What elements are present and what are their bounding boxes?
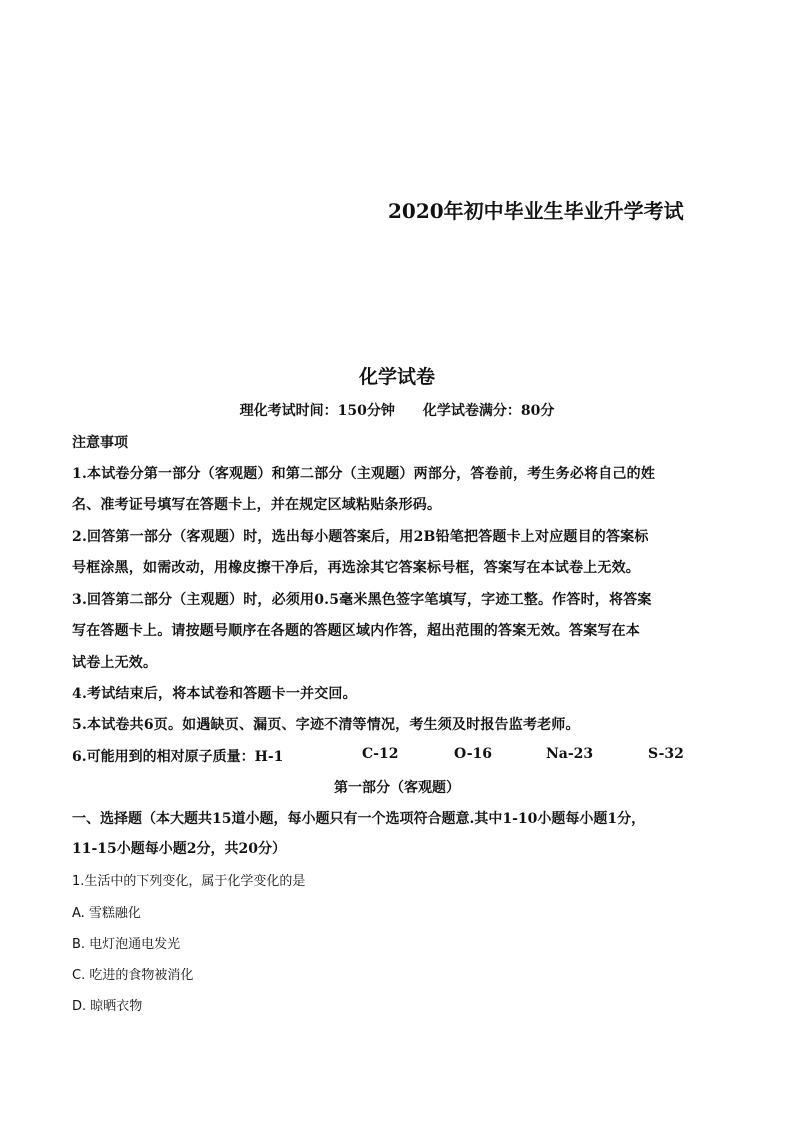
exam-score-info: 化学试卷满分：80分	[422, 403, 555, 419]
subject-title: 化学试卷	[358, 366, 435, 388]
part-one-title: 第一部分（客观题）	[334, 780, 460, 796]
exam-time-info: 理化考试时间：150分钟	[239, 403, 395, 419]
notes-line: 3.回答第二部分（主观题）时，必须用0.5毫米黑色签字笔填写，字迹工整。作答时，将答案	[72, 592, 652, 608]
atomic-mass-item: C-12	[362, 746, 399, 762]
question-stem: 1.生活中的下列变化，属于化学变化的是	[72, 874, 306, 889]
notes-line: 5.本试卷共6页。如遇缺页、漏页、字迹不清等情况，考生须及时报告监考老师。	[72, 717, 580, 733]
question-option-d: D. 晾晒衣物	[72, 999, 143, 1014]
atomic-mass-item: S-32	[648, 746, 684, 762]
section-instruction: 一、选择题（本大题共15道小题，每小题只有一个选项符合题意.其中1-10小题每小题1分，	[72, 811, 646, 827]
notes-line: 写在答题卡上。请按题号顺序在各题的答题区域内作答，超出范围的答案无效。答案写在本	[72, 623, 640, 639]
exam-info	[0, 400, 794, 420]
atomic-mass-item: O-16	[454, 746, 493, 762]
question-option-b: B. 电灯泡通电发光	[72, 937, 181, 952]
notes-line: 试卷上无效。	[72, 655, 158, 671]
notes-heading: 注意事项	[72, 435, 128, 451]
notes-line: 名、准考证号填写在答题卡上，并在规定区域粘贴条形码。	[72, 497, 442, 513]
question-option-c: C. 吃进的食物被消化	[72, 968, 194, 983]
question-option-a: A. 雪糕融化	[72, 906, 141, 921]
atomic-mass-item: Na-23	[546, 746, 594, 762]
notes-line: 号框涂黑，如需改动，用橡皮擦干净后，再选涂其它答案标号框，答案写在本试卷上无效。	[72, 560, 640, 576]
notes-line: 4.考试结束后，将本试卷和答题卡一并交回。	[72, 686, 357, 702]
exam-title: 2020年初中毕业生毕业升学考试	[388, 199, 684, 223]
notes-line: 1.本试卷分第一部分（客观题）和第二部分（主观题）两部分，答卷前，考生务必将自己的姓	[72, 466, 656, 482]
section-instruction: 11-15小题每小题2分，共20分）	[72, 841, 286, 857]
atomic-mass-label: 6.可能用到的相对原子质量：H-1	[72, 749, 284, 765]
notes-line: 2.回答第一部分（客观题）时，选出每小题答案后，用2B铅笔把答题卡上对应题目的答案标	[72, 529, 649, 545]
